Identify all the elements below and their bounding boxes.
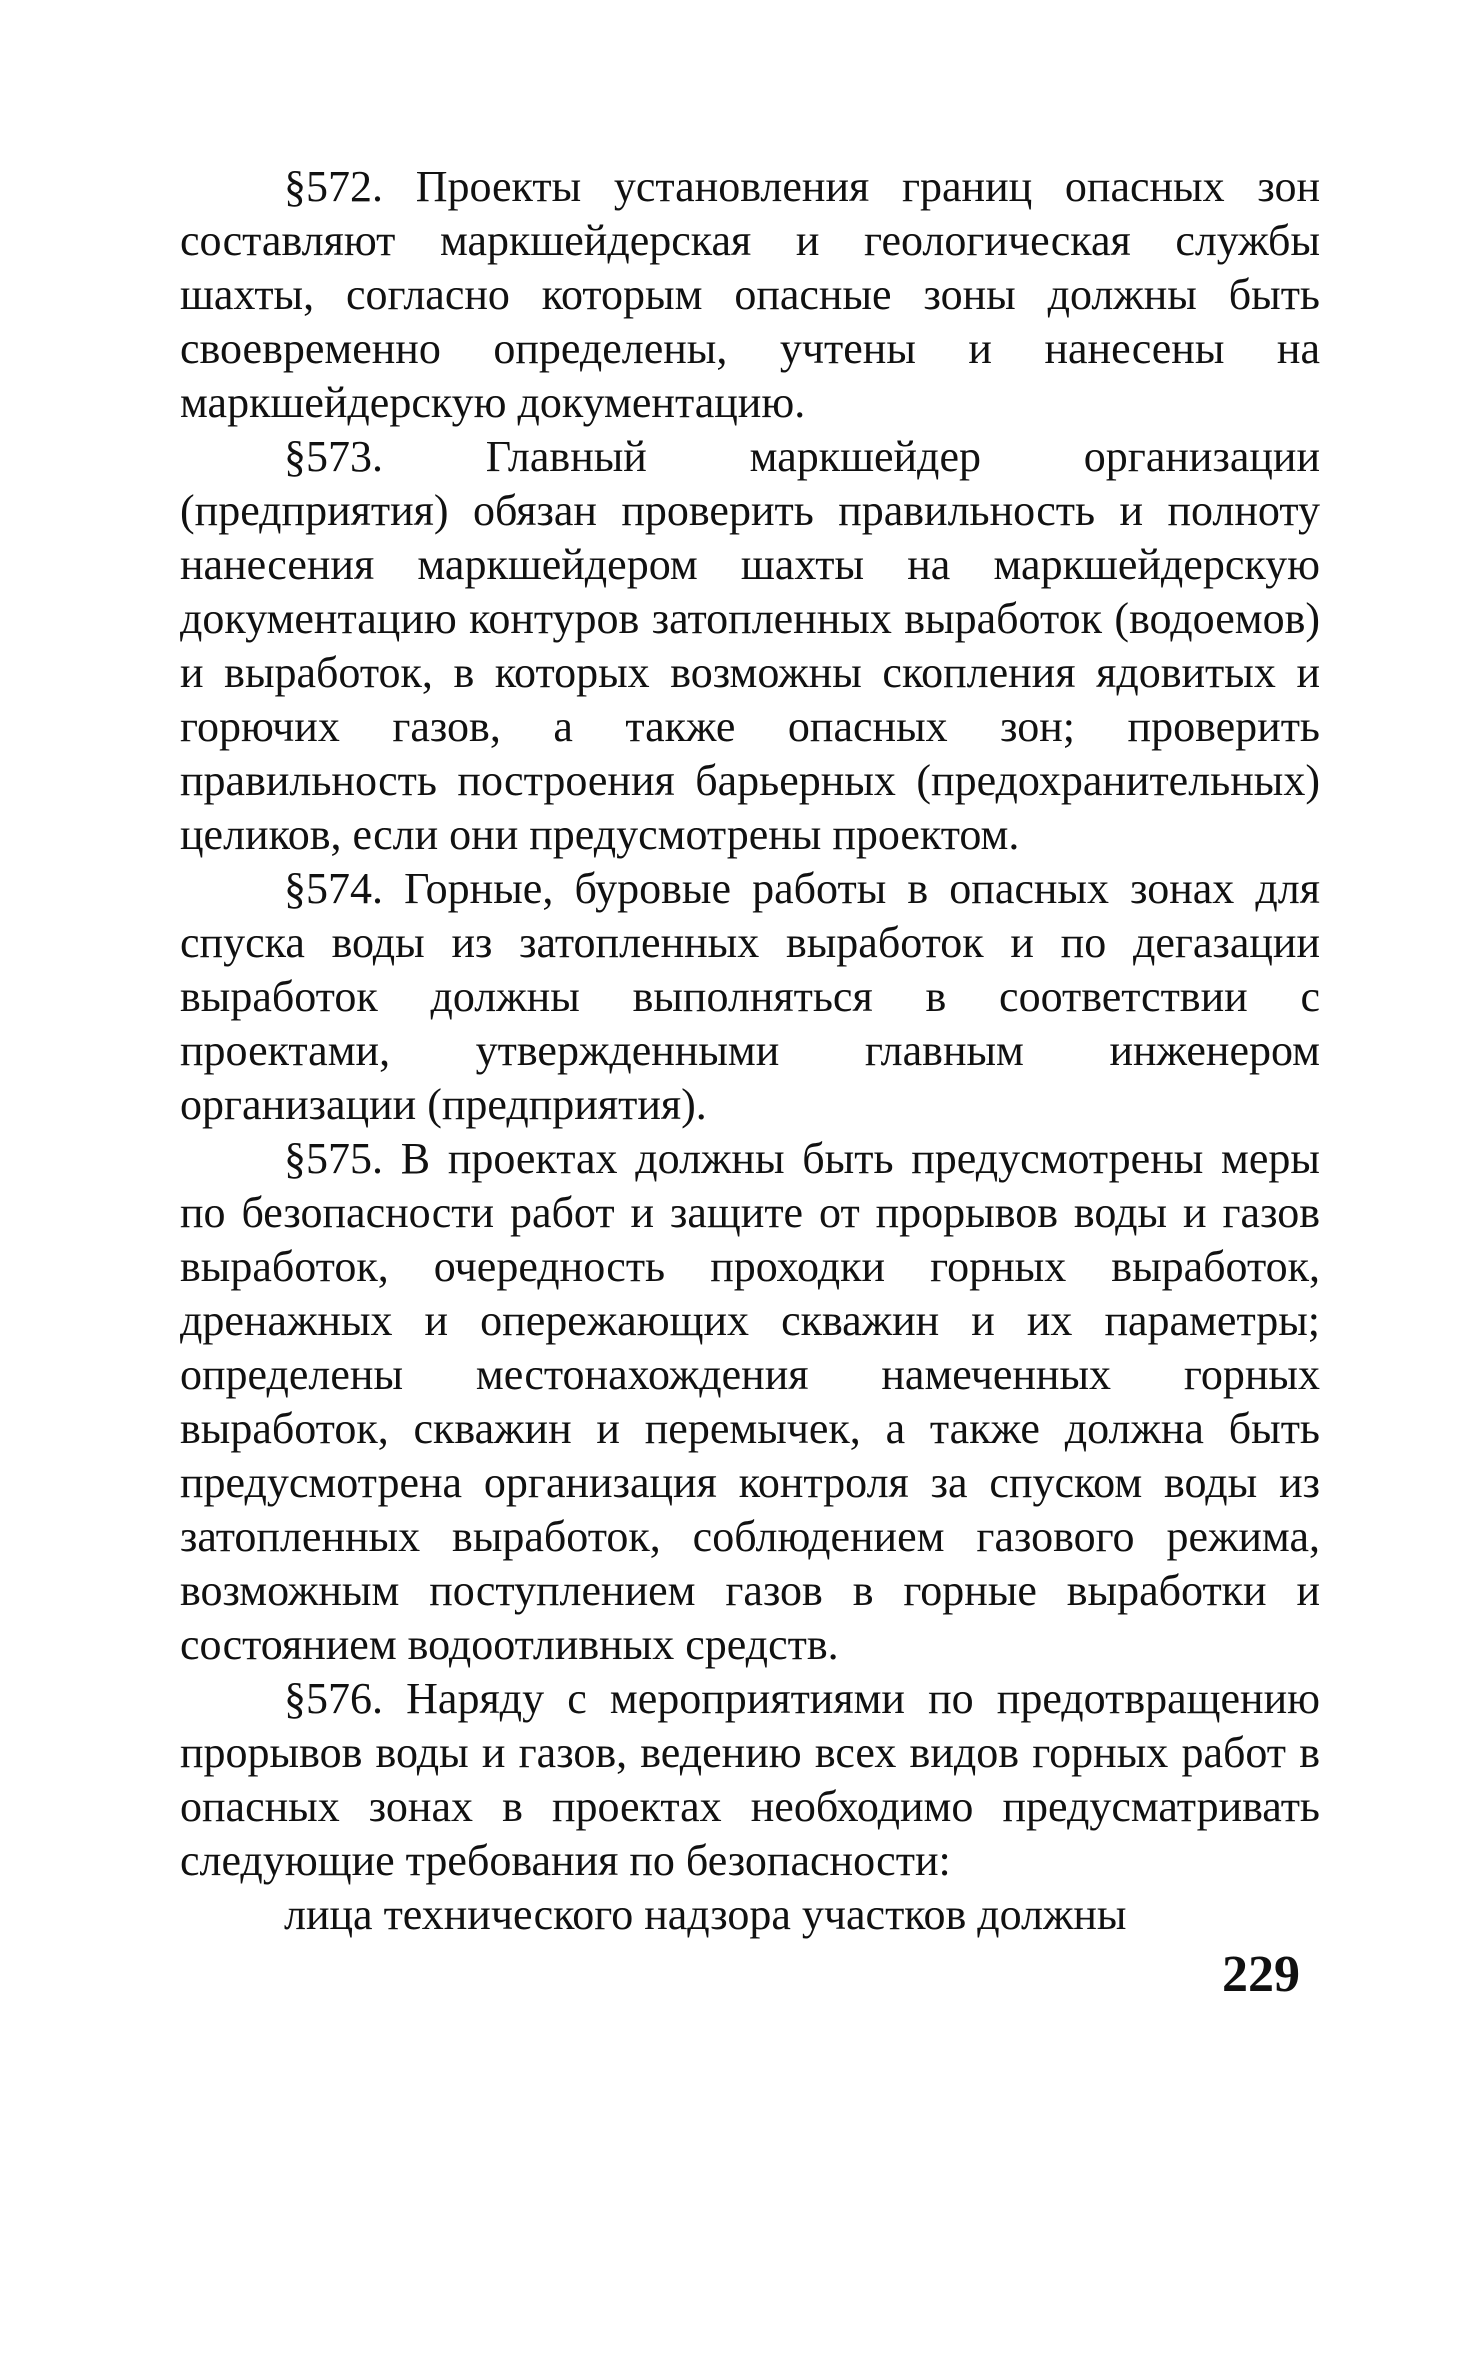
- paragraph-572: §572. Проекты установления границ опасных зон составляют маркшейдерская и геологическая службы шахты, согласно которым опасные зоны должны быть своевременно определены, учтены и нанесены на маркшейдерскую документацию.: [180, 162, 1320, 427]
- page-number: 229: [1222, 1946, 1300, 2003]
- paragraph-573: §573. Главный маркшейдер организации (предприятия) обязан проверить правильность и полноту нанесения маркшейдером шахты на маркшейдерскую документацию контуров затопленных выработок (водоемов) и выработок, в которых возможны скопления ядовитых и горючих газов, а также опасных зон; проверить правильность построения барьерных (предохранительных) целиков, если они предусмотрены проектом.: [180, 432, 1320, 859]
- paragraph-574: §574. Горные, буровые работы в опасных зонах для спуска воды из затопленных выработок и по дегазации выработок должны выполняться в соответствии с проектами, утвержденными главным инженером организации (предприятия).: [180, 864, 1320, 1129]
- paragraph-575: §575. В проектах должны быть предусмотрены меры по безопасности работ и защите от прорывов воды и газов выработок, очередность проходки горных выработок, дренажных и опережающих скважин и их параметры; определены местонахождения намеченных горных выработок, скважин и перемычек, а также должна быть предусмотрена организация контроля за спуском воды из затопленных выработок, соблюдением газового режима, возможным поступлением газов в горные выработки и состоянием водоотливных средств.: [180, 1134, 1320, 1669]
- page-body: [180, 160, 1320, 1942]
- paragraph-576: §576. Наряду с мероприятиями по предотвращению прорывов воды и газов, ведению всех видов горных работ в опасных зонах в проектах необходимо предусматривать следующие требования по безопасности:: [180, 1674, 1320, 1885]
- paragraph-continuation: лица технического надзора участков должны: [284, 1890, 1127, 1939]
